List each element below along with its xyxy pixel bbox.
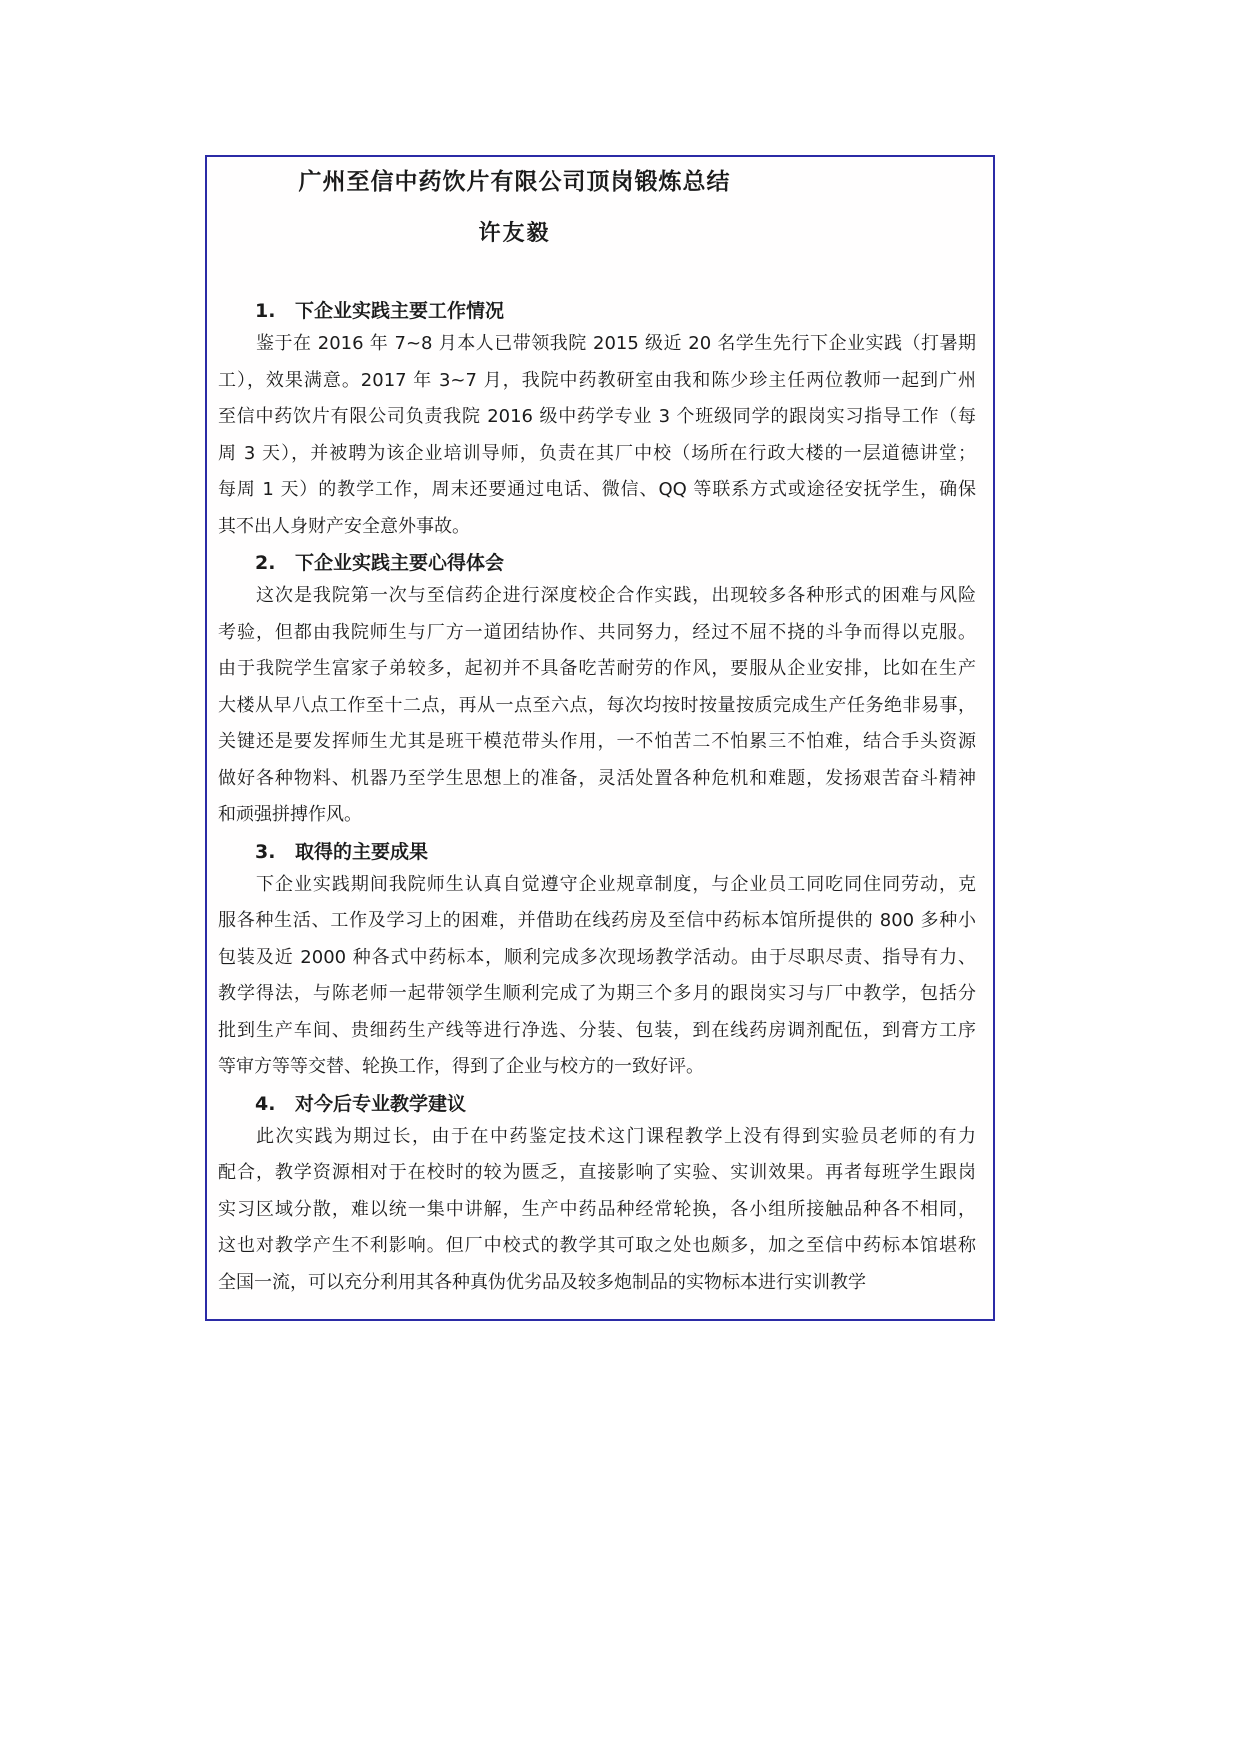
section-paragraph: [218, 867, 976, 1086]
document-title: 广州至信中药饮片有限公司顶岗锻炼总结: [298, 169, 731, 195]
paragraph-line: 批到生产车间、贵细药生产线等进行净选、分装、包装，到在线药房调剂配伍，到膏方工序: [218, 1019, 976, 1041]
document-section: [218, 296, 976, 545]
document-author: 许友毅: [478, 221, 551, 246]
paragraph-line: 由于我院学生富家子弟较多，起初并不具备吃苦耐劳的作风，要服从企业安排，比如在生产: [218, 658, 976, 679]
section-heading: [218, 1089, 976, 1119]
section-number: 3.: [255, 840, 276, 863]
paragraph-line: 这也对教学产生不利影响。但厂中校式的教学其可取之处也颇多，加之至信中药标本馆堪称: [218, 1235, 976, 1256]
section-heading: [218, 548, 976, 578]
paragraph-line: 周 3 天），并被聘为该企业培训导师，负责在其厂中校（场所在行政大楼的一层道德讲堂；: [218, 442, 976, 464]
paragraph-line: 实习区域分散，难以统一集中讲解，生产中药品种经常轮换，各小组所接触品种各不相同，: [218, 1198, 976, 1220]
paragraph-line: 教学得法，与陈老师一起带领学生顺利完成了为期三个多月的跟岗实习与厂中教学，包括分: [218, 983, 976, 1004]
paragraph-line: 配合，教学资源相对于在校时的较为匮乏，直接影响了实验、实训效果。再者每班学生跟岗: [218, 1162, 976, 1183]
paragraph-line: 其不出人身财产安全意外事故。: [218, 515, 470, 537]
section-heading-text: 下企业实践主要工作情况: [295, 300, 505, 322]
paragraph-line: 关键还是要发挥师生尤其是班干模范带头作用，一不怕苦二不怕累三不怕难，结合手头资源: [218, 731, 976, 752]
section-number: 4.: [255, 1092, 276, 1115]
section-heading-text: 对今后专业教学建议: [295, 1092, 467, 1115]
paragraph-line: 和顽强拼搏作风。: [218, 804, 362, 825]
document-section: [218, 1089, 976, 1302]
paragraph-line: 下企业实践期间我院师生认真自觉遵守企业规章制度，与企业员工同吃同住同劳动，克: [256, 873, 976, 895]
document-section: [218, 837, 976, 1086]
section-heading: [218, 296, 976, 326]
paragraph-line: 等审方等等交替、轮换工作，得到了企业与校方的一致好评。: [218, 1056, 704, 1077]
paragraph-line: 每周 1 天）的教学工作，周末还要通过电话、微信、QQ 等联系方式或途径安抚学生，确保: [218, 479, 976, 500]
section-heading: [218, 837, 976, 867]
paragraph-line: 至信中药饮片有限公司负责我院 2016 级中药学专业 3 个班级同学的跟岗实习指导工作（每: [218, 406, 976, 427]
section-paragraph: [218, 326, 976, 545]
document-page: [205, 155, 995, 1321]
paragraph-line: 全国一流，可以充分利用其各种真伪优劣品及较多炮制品的实物标本进行实训教学: [218, 1271, 866, 1293]
paragraph-line: 做好各种物料、机器乃至学生思想上的准备，灵活处置各种危机和难题，发扬艰苦奋斗精神: [218, 767, 976, 789]
section-paragraph: [218, 578, 976, 834]
document-sections: [218, 296, 976, 1301]
document-section: [218, 548, 976, 834]
paragraph-line: 包装及近 2000 种各式中药标本，顺利完成多次现场教学活动。由于尽职尽责、指导有力、: [218, 946, 976, 968]
section-number: 2.: [255, 552, 276, 574]
section-heading-text: 下企业实践主要心得体会: [295, 552, 505, 574]
paragraph-line: 工），效果满意。2017 年 3~7 月，我院中药教研室由我和陈少珍主任两位教师一起到广州: [218, 369, 976, 391]
paragraph-line: 鉴于在 2016 年 7~8 月本人已带领我院 2015 级近 20 名学生先行下企业实践（打暑期: [256, 333, 976, 354]
paragraph-line: 考验，但都由我院师生与厂方一道团结协作、共同努力，经过不屈不挠的斗争而得以克服。: [218, 621, 976, 643]
paragraph-line: 此次实践为期过长，由于在中药鉴定技术这门课程教学上没有得到实验员老师的有力: [256, 1125, 976, 1147]
paragraph-line: 服各种生活、工作及学习上的困难，并借助在线药房及至信中药标本馆所提供的 800 多种小: [218, 910, 976, 931]
section-heading-text: 取得的主要成果: [295, 840, 429, 863]
paragraph-line: 大楼从早八点工作至十二点，再从一点至六点，每次均按时按量按质完成生产任务绝非易事，: [218, 694, 976, 716]
section-paragraph: [218, 1119, 976, 1302]
paragraph-line: 这次是我院第一次与至信药企进行深度校企合作实践，出现较多各种形式的困难与风险: [256, 585, 976, 606]
section-number: 1.: [255, 300, 276, 322]
